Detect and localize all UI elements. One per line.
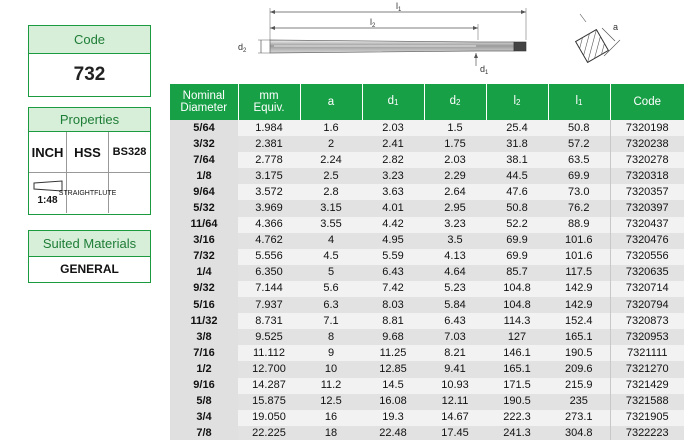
- cell-nominal: 1/4: [170, 265, 238, 281]
- cell-a: 5.6: [300, 281, 362, 297]
- cell-l2: 47.6: [486, 184, 548, 200]
- cell-d2: 4.13: [424, 249, 486, 265]
- cell-d1: 14.5: [362, 378, 424, 394]
- cell-code: 7320714: [610, 281, 684, 297]
- table-row: [170, 233, 684, 249]
- cell-nominal: 9/16: [170, 378, 238, 394]
- cell-nominal: 7/64: [170, 152, 238, 168]
- cell-d2: 1.5: [424, 120, 486, 136]
- cell-code: 7320953: [610, 329, 684, 345]
- cell-d1: 6.43: [362, 265, 424, 281]
- cell-mm-equiv: 14.287: [238, 378, 300, 394]
- specification-table: [170, 84, 684, 440]
- table-row: [170, 297, 684, 313]
- cell-d1: 7.42: [362, 281, 424, 297]
- cell-nominal: 3/32: [170, 136, 238, 152]
- cell-a: 8: [300, 329, 362, 345]
- cell-d2: 3.5: [424, 233, 486, 249]
- cell-a: 5: [300, 265, 362, 281]
- square-drive: [514, 42, 526, 51]
- reamer-drawing: [228, 0, 538, 80]
- cell-l2: 25.4: [486, 120, 548, 136]
- standard-property: [109, 132, 150, 173]
- table-row: [170, 426, 684, 440]
- cell-l2: 241.3: [486, 426, 548, 440]
- cell-l2: 44.5: [486, 168, 548, 184]
- cell-d1: 11.25: [362, 345, 424, 361]
- code-panel-title: Code: [29, 26, 150, 54]
- cell-l2: 104.8: [486, 281, 548, 297]
- cell-mm-equiv: 5.556: [238, 249, 300, 265]
- cell-d2: 8.21: [424, 345, 486, 361]
- cell-d2: 6.43: [424, 313, 486, 329]
- cell-nominal: 1/8: [170, 168, 238, 184]
- cell-d2: 3.23: [424, 217, 486, 233]
- cell-l2: 38.1: [486, 152, 548, 168]
- empty-property-cell: [109, 173, 150, 213]
- flute-line1: STRAIGHT: [58, 189, 95, 197]
- cell-mm-equiv: 3.175: [238, 168, 300, 184]
- cell-d2: 17.45: [424, 426, 486, 440]
- cell-code: 7321111: [610, 345, 684, 361]
- cell-nominal: 3/16: [170, 233, 238, 249]
- cell-a: 4.5: [300, 249, 362, 265]
- cell-mm-equiv: 3.572: [238, 184, 300, 200]
- cell-l2: 222.3: [486, 410, 548, 426]
- cell-code: 7320873: [610, 313, 684, 329]
- cell-d2: 5.23: [424, 281, 486, 297]
- materials-panel-title: Suited Materials: [29, 231, 150, 257]
- standard-line1: BS: [112, 146, 128, 158]
- square-section-drawing: [560, 10, 630, 72]
- cell-a: 3.55: [300, 217, 362, 233]
- table-row: [170, 313, 684, 329]
- cell-d2: 1.75: [424, 136, 486, 152]
- table-row: [170, 200, 684, 216]
- cell-l2: 146.1: [486, 345, 548, 361]
- cell-a: 1.6: [300, 120, 362, 136]
- cell-l2: 69.9: [486, 233, 548, 249]
- cell-mm-equiv: 8.731: [238, 313, 300, 329]
- unit-property: INCH: [29, 132, 67, 173]
- cell-d2: 10.93: [424, 378, 486, 394]
- flute-line2: FLUTE: [94, 189, 117, 197]
- cell-l1: 165.1: [548, 329, 610, 345]
- table-row: [170, 410, 684, 426]
- cell-a: 9: [300, 345, 362, 361]
- code-value: 732: [73, 64, 106, 85]
- d1-label: $d_1$: [480, 64, 489, 76]
- cell-mm-equiv: 6.350: [238, 265, 300, 281]
- cell-mm-equiv: 2.778: [238, 152, 300, 168]
- cell-l1: 209.6: [548, 361, 610, 377]
- cell-d1: 8.81: [362, 313, 424, 329]
- cell-l1: 190.5: [548, 345, 610, 361]
- cell-mm-equiv: 4.366: [238, 217, 300, 233]
- cell-d2: 5.84: [424, 297, 486, 313]
- cell-nominal: 5/16: [170, 297, 238, 313]
- cell-d1: 22.48: [362, 426, 424, 440]
- table-row: [170, 281, 684, 297]
- cell-d2: 2.29: [424, 168, 486, 184]
- cell-code: 7320198: [610, 120, 684, 136]
- cell-l2: 31.8: [486, 136, 548, 152]
- cell-nominal: 11/32: [170, 313, 238, 329]
- cell-a: 6.3: [300, 297, 362, 313]
- cell-d1: 12.85: [362, 361, 424, 377]
- cell-d1: 5.59: [362, 249, 424, 265]
- materials-panel: [28, 230, 151, 283]
- cell-code: 7321270: [610, 361, 684, 377]
- standard-line2: 328: [127, 146, 147, 158]
- cell-nominal: 7/8: [170, 426, 238, 440]
- cell-mm-equiv: 9.525: [238, 329, 300, 345]
- table-body: [170, 120, 684, 440]
- cell-d1: 4.01: [362, 200, 424, 216]
- cell-code: 7321905: [610, 410, 684, 426]
- cell-l1: 235: [548, 394, 610, 410]
- cell-l1: 69.9: [548, 168, 610, 184]
- cell-l2: 171.5: [486, 378, 548, 394]
- cell-code: 7320635: [610, 265, 684, 281]
- cell-d1: 4.95: [362, 233, 424, 249]
- properties-panel-title: Properties: [29, 108, 150, 132]
- table-row: [170, 378, 684, 394]
- header-l1: $l_1$: [548, 84, 610, 120]
- cell-code: 7320397: [610, 200, 684, 216]
- cell-nominal: 5/64: [170, 120, 238, 136]
- cell-l1: 117.5: [548, 265, 610, 281]
- cell-code: 7321429: [610, 378, 684, 394]
- cell-d2: 12.11: [424, 394, 486, 410]
- table-row: [170, 329, 684, 345]
- cell-l2: 104.8: [486, 297, 548, 313]
- cell-l2: 50.8: [486, 200, 548, 216]
- cell-d1: 9.68: [362, 329, 424, 345]
- cell-l1: 73.0: [548, 184, 610, 200]
- cell-nominal: 3/4: [170, 410, 238, 426]
- cell-mm-equiv: 22.225: [238, 426, 300, 440]
- l2-label: $l_2$: [370, 17, 376, 29]
- cell-code: 7321588: [610, 394, 684, 410]
- cell-nominal: 5/8: [170, 394, 238, 410]
- l1-label: $l_1$: [396, 1, 402, 13]
- cell-code: 7320794: [610, 297, 684, 313]
- cell-code: 7320437: [610, 217, 684, 233]
- cell-a: 3.15: [300, 200, 362, 216]
- taper-ratio: 1:48: [37, 195, 58, 206]
- cell-mm-equiv: 2.381: [238, 136, 300, 152]
- cell-d1: 2.03: [362, 120, 424, 136]
- cell-mm-equiv: 3.969: [238, 200, 300, 216]
- table-row: [170, 184, 684, 200]
- cell-d2: 2.64: [424, 184, 486, 200]
- cell-nominal: 3/8: [170, 329, 238, 345]
- cell-l2: 69.9: [486, 249, 548, 265]
- cell-d1: 3.23: [362, 168, 424, 184]
- d2-label: $d_2$: [238, 42, 247, 54]
- cell-a: 2: [300, 136, 362, 152]
- cell-mm-equiv: 7.144: [238, 281, 300, 297]
- cell-mm-equiv: 15.875: [238, 394, 300, 410]
- cell-a: 2.8: [300, 184, 362, 200]
- cell-mm-equiv: 4.762: [238, 233, 300, 249]
- cell-nominal: 9/32: [170, 281, 238, 297]
- cell-l2: 165.1: [486, 361, 548, 377]
- cell-a: 4: [300, 233, 362, 249]
- cell-d1: 19.3: [362, 410, 424, 426]
- header-code: Code: [610, 84, 684, 120]
- cell-l1: 304.8: [548, 426, 610, 440]
- cell-code: 7320238: [610, 136, 684, 152]
- cell-l2: 114.3: [486, 313, 548, 329]
- cell-l2: 190.5: [486, 394, 548, 410]
- cell-l1: 76.2: [548, 200, 610, 216]
- table-row: [170, 152, 684, 168]
- cell-l2: 52.2: [486, 217, 548, 233]
- cell-l2: 127: [486, 329, 548, 345]
- cell-code: 7320556: [610, 249, 684, 265]
- cell-d2: 9.41: [424, 361, 486, 377]
- table-row: [170, 345, 684, 361]
- cell-l1: 152.4: [548, 313, 610, 329]
- properties-panel: [28, 107, 151, 215]
- cell-mm-equiv: 1.984: [238, 120, 300, 136]
- code-panel: [28, 25, 151, 97]
- cell-l1: 142.9: [548, 281, 610, 297]
- header-nominal-diameter: Nominal Diameter: [170, 84, 238, 120]
- cell-l1: 215.9: [548, 378, 610, 394]
- cell-l1: 142.9: [548, 297, 610, 313]
- cell-d2: 2.95: [424, 200, 486, 216]
- header-d1: $d_1$: [362, 84, 424, 120]
- cell-d2: 2.03: [424, 152, 486, 168]
- cell-l1: 101.6: [548, 233, 610, 249]
- table-row: [170, 168, 684, 184]
- materials-value: GENERAL: [60, 262, 119, 276]
- cell-code: 7322223: [610, 426, 684, 440]
- cell-nominal: 7/16: [170, 345, 238, 361]
- material-property: HSS: [67, 132, 109, 173]
- cell-l1: 57.2: [548, 136, 610, 152]
- cell-d1: 4.42: [362, 217, 424, 233]
- cell-mm-equiv: 11.112: [238, 345, 300, 361]
- table-row: [170, 249, 684, 265]
- cell-a: 10: [300, 361, 362, 377]
- cell-d1: 2.41: [362, 136, 424, 152]
- cell-code: 7320278: [610, 152, 684, 168]
- cell-a: 18: [300, 426, 362, 440]
- cell-nominal: 7/32: [170, 249, 238, 265]
- cell-nominal: 9/64: [170, 184, 238, 200]
- cell-d1: 3.63: [362, 184, 424, 200]
- header-mm-equiv: mm Equiv.: [238, 84, 300, 120]
- cell-mm-equiv: 12.700: [238, 361, 300, 377]
- cell-a: 12.5: [300, 394, 362, 410]
- cell-d1: 2.82: [362, 152, 424, 168]
- cell-l1: 273.1: [548, 410, 610, 426]
- cell-mm-equiv: 19.050: [238, 410, 300, 426]
- a-label: a: [613, 22, 619, 32]
- cell-l1: 50.8: [548, 120, 610, 136]
- properties-grid: [29, 132, 150, 213]
- cell-a: 2.24: [300, 152, 362, 168]
- table-row: [170, 120, 684, 136]
- cell-d2: 4.64: [424, 265, 486, 281]
- cell-code: 7320318: [610, 168, 684, 184]
- cell-nominal: 5/32: [170, 200, 238, 216]
- cell-mm-equiv: 7.937: [238, 297, 300, 313]
- cell-nominal: 1/2: [170, 361, 238, 377]
- cell-code: 7320357: [610, 184, 684, 200]
- cell-a: 2.5: [300, 168, 362, 184]
- header-l2: $l_2$: [486, 84, 548, 120]
- cell-code: 7320476: [610, 233, 684, 249]
- flute-property: [58, 173, 117, 213]
- cell-l2: 85.7: [486, 265, 548, 281]
- table-row: [170, 265, 684, 281]
- cell-d1: 8.03: [362, 297, 424, 313]
- cell-a: 16: [300, 410, 362, 426]
- table-header-row: [170, 84, 684, 120]
- cell-a: 11.2: [300, 378, 362, 394]
- cell-l1: 101.6: [548, 249, 610, 265]
- cell-nominal: 11/64: [170, 217, 238, 233]
- cell-l1: 63.5: [548, 152, 610, 168]
- header-a: a: [300, 84, 362, 120]
- table-row: [170, 361, 684, 377]
- cell-d2: 14.67: [424, 410, 486, 426]
- cell-d2: 7.03: [424, 329, 486, 345]
- cell-l1: 88.9: [548, 217, 610, 233]
- table-row: [170, 217, 684, 233]
- header-d2: $d_2$: [424, 84, 486, 120]
- table-row: [170, 136, 684, 152]
- table-row: [170, 394, 684, 410]
- cell-d1: 16.08: [362, 394, 424, 410]
- cell-a: 7.1: [300, 313, 362, 329]
